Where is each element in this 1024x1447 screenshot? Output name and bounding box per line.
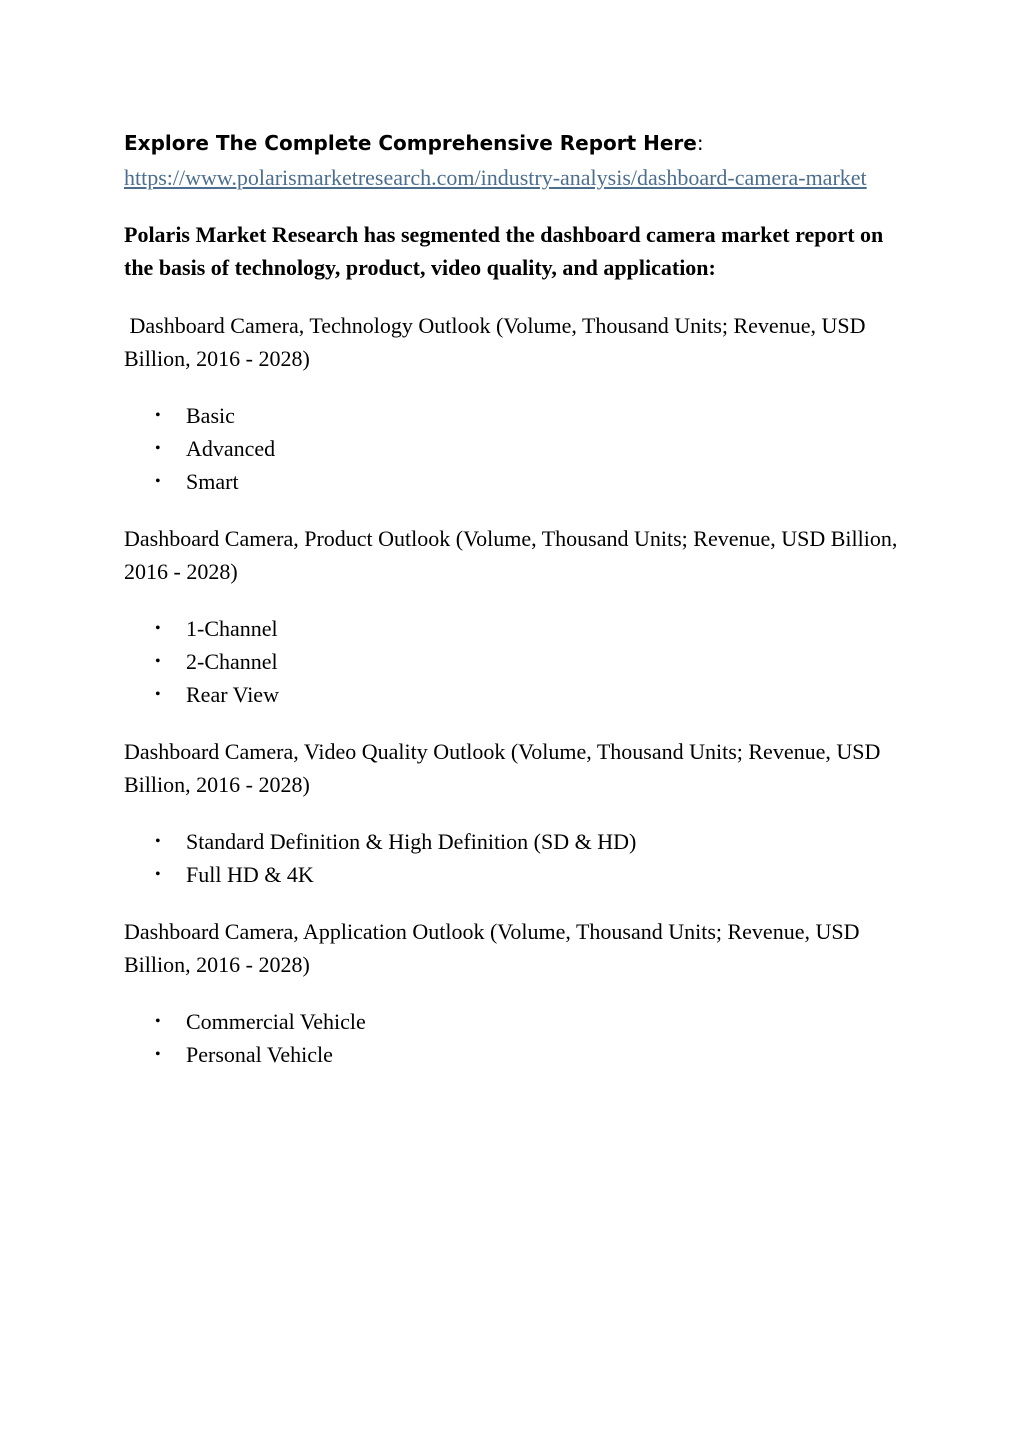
document-page bbox=[124, 125, 914, 1071]
list-item-label: Rear View bbox=[186, 682, 279, 707]
report-heading bbox=[124, 125, 914, 161]
bullet-icon: • bbox=[155, 833, 161, 850]
bullet-icon: • bbox=[155, 653, 161, 670]
list-item bbox=[124, 825, 914, 858]
list-item bbox=[124, 678, 914, 711]
bullet-list-product bbox=[124, 612, 914, 711]
report-link[interactable]: https://www.polarismarketresearch.com/industry-analysis/dashboard-camera-market bbox=[124, 165, 867, 190]
list-item-label: Personal Vehicle bbox=[186, 1042, 333, 1067]
list-item bbox=[124, 432, 914, 465]
list-item-label: Advanced bbox=[186, 436, 276, 461]
list-item bbox=[124, 1005, 914, 1038]
list-item bbox=[124, 465, 914, 498]
section-title-application: Dashboard Camera, Application Outlook (Volume, Thousand Units; Revenue, USD Billion, 2016 - 2028) bbox=[124, 919, 860, 977]
list-item-label: Basic bbox=[186, 403, 235, 428]
section-title-product: Dashboard Camera, Product Outlook (Volume, Thousand Units; Revenue, USD Billion, 2016 - 2028) bbox=[124, 526, 898, 584]
bullet-icon: • bbox=[155, 686, 161, 703]
intro-paragraph: Polaris Market Research has segmented the dashboard camera market report on the basis of technology, product, video quality, and application: bbox=[124, 222, 884, 280]
bullet-icon: • bbox=[155, 866, 161, 883]
list-item-label: Full HD & 4K bbox=[186, 862, 314, 887]
list-item bbox=[124, 858, 914, 891]
bullet-list-video-quality bbox=[124, 825, 914, 891]
bullet-icon: • bbox=[155, 440, 161, 457]
section-title-technology: Dashboard Camera, Technology Outlook (Volume, Thousand Units; Revenue, USD Billion, 2016 - 2028) bbox=[124, 313, 871, 371]
section-title-video-quality: Dashboard Camera, Video Quality Outlook (Volume, Thousand Units; Revenue, USD Billion, 2016 - 2028) bbox=[124, 739, 881, 797]
list-item-label: Commercial Vehicle bbox=[186, 1009, 366, 1034]
bullet-icon: • bbox=[155, 473, 161, 490]
list-item bbox=[124, 399, 914, 432]
list-item bbox=[124, 1038, 914, 1071]
bullet-icon: • bbox=[155, 1013, 161, 1030]
list-item bbox=[124, 645, 914, 678]
bullet-icon: • bbox=[155, 1046, 161, 1063]
list-item-label: 1-Channel bbox=[186, 616, 278, 641]
list-item-label: 2-Channel bbox=[186, 649, 278, 674]
report-heading-colon: : bbox=[696, 131, 704, 155]
bullet-list-application bbox=[124, 1005, 914, 1071]
bullet-icon: • bbox=[155, 620, 161, 637]
list-item-label: Smart bbox=[186, 469, 239, 494]
list-item bbox=[124, 612, 914, 645]
bullet-list-technology bbox=[124, 399, 914, 498]
bullet-icon: • bbox=[155, 407, 161, 424]
report-heading-text: Explore The Complete Comprehensive Report Here bbox=[124, 131, 697, 155]
list-item-label: Standard Definition & High Definition (SD & HD) bbox=[186, 829, 637, 854]
